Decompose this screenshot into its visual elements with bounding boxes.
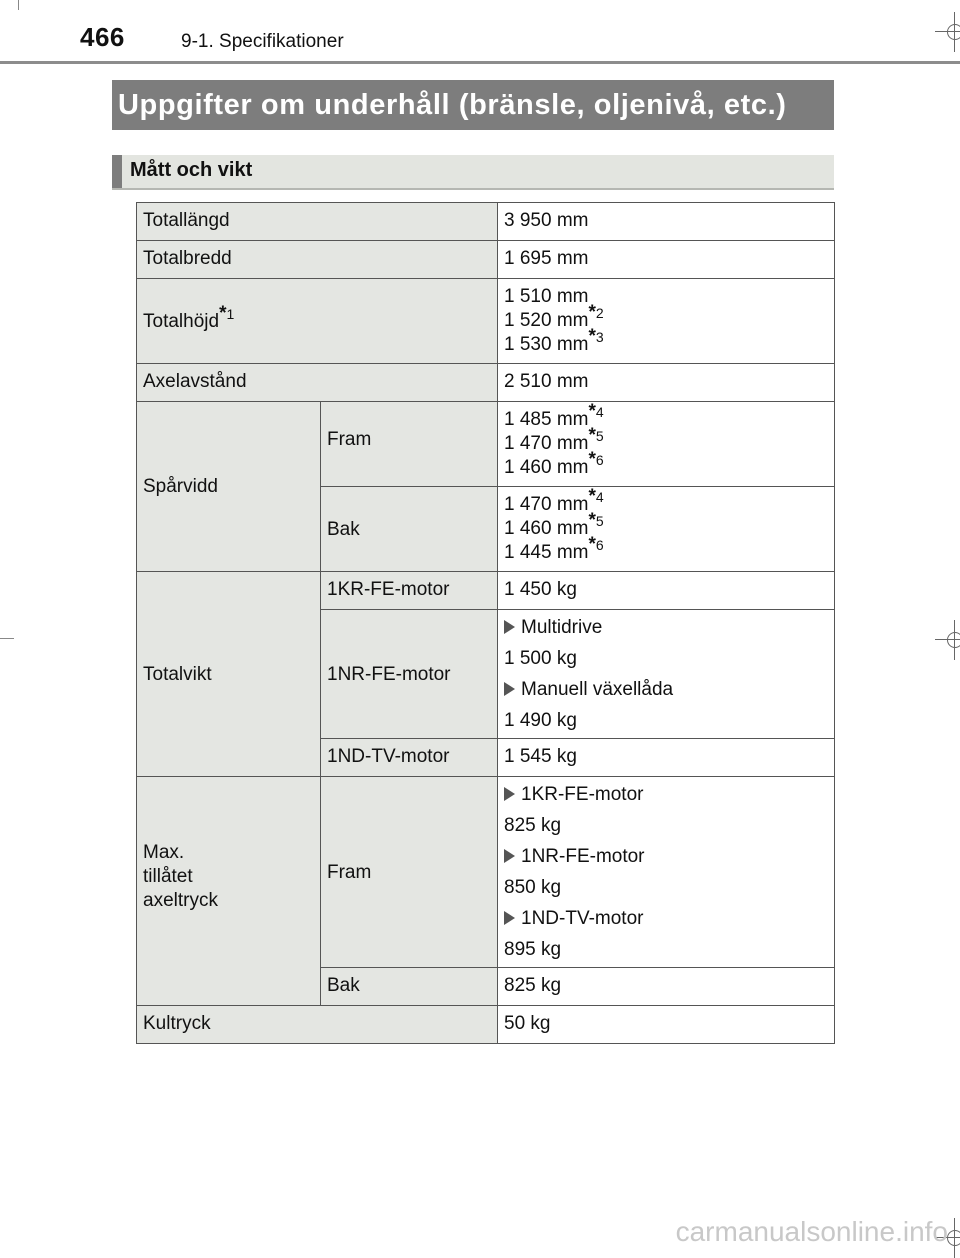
crop-mark — [0, 638, 14, 639]
option-value: 1 490 kg — [504, 710, 577, 731]
row-value: 1 545 kg — [498, 739, 835, 777]
row-value: 1 450 kg — [498, 572, 835, 610]
footnote-marker: *6 — [588, 534, 604, 555]
table-row — [137, 279, 835, 364]
section-label: 9-1. Specifikationer — [181, 31, 344, 52]
option-heading: 1NR-FE-motor — [504, 845, 828, 869]
table-row — [137, 241, 835, 279]
option-value: 895 kg — [504, 939, 562, 960]
value-line: 1 485 $mm^{*4}$ — [504, 401, 604, 430]
row-value — [498, 610, 835, 739]
subsection-title: Mått och vikt — [130, 159, 253, 181]
subsection-heading — [112, 155, 834, 190]
footnote-marker: *2 — [588, 302, 604, 323]
row-label: Kultryck — [137, 1006, 498, 1044]
watermark: carmanualsonline.info — [675, 1216, 948, 1247]
row-label: Spårvidd — [137, 402, 321, 572]
header-divider — [0, 61, 960, 64]
triangle-bullet-icon — [504, 849, 515, 863]
triangle-bullet-icon — [504, 787, 515, 801]
row-value: 1 695 mm — [498, 241, 835, 279]
sub-label: 1ND-TV-motor — [321, 739, 498, 777]
row-label: Axelavstånd — [137, 364, 498, 402]
footnote-marker: *4 — [588, 401, 604, 422]
specifications-table — [136, 202, 835, 1044]
sub-label: 1NR-FE-motor — [321, 610, 498, 739]
row-value — [498, 777, 835, 968]
table-row — [137, 364, 835, 402]
page-title: Uppgifter om underhåll (bränsle, oljenivå, etc.) — [112, 80, 834, 130]
table-row — [137, 402, 835, 487]
footnote-marker: *3 — [588, 326, 604, 347]
table-row — [137, 777, 835, 968]
footnote-marker: *6 — [588, 449, 604, 470]
crop-mark — [18, 0, 19, 10]
sub-label: 1KR-FE-motor — [321, 572, 498, 610]
option-heading: 1ND-TV-motor — [504, 907, 828, 931]
option-heading: 1KR-FE-motor — [504, 783, 828, 807]
value-line: 1 470 $mm^{*4}$ — [504, 486, 604, 515]
option-heading: Manuell växellåda — [504, 678, 828, 702]
sub-label: Bak — [321, 968, 498, 1006]
row-value: 2 510 mm — [498, 364, 835, 402]
row-value: 3 950 mm — [498, 203, 835, 241]
row-label: Totalvikt — [137, 572, 321, 777]
sub-label: Bak — [321, 487, 498, 572]
option-value: 850 kg — [504, 877, 562, 898]
triangle-bullet-icon — [504, 911, 515, 925]
row-value — [498, 402, 835, 487]
table-row — [137, 1006, 835, 1044]
registration-mark-icon — [935, 620, 960, 660]
subsection-bar — [112, 155, 122, 188]
sub-label: Fram — [321, 777, 498, 968]
value-line: 1 520 $mm^{*2}$ — [504, 302, 604, 331]
option-value: 1 500 kg — [504, 648, 577, 669]
triangle-bullet-icon — [504, 620, 515, 634]
triangle-bullet-icon — [504, 682, 515, 696]
row-value — [498, 279, 835, 364]
sub-label: Fram — [321, 402, 498, 487]
row-label: Totalbredd — [137, 241, 498, 279]
table-row — [137, 572, 835, 610]
value-line: 1 460 $mm^{*6}$ — [504, 449, 604, 478]
label-text: Totalhöjd — [143, 310, 220, 332]
footnote-marker: *5 — [588, 510, 604, 531]
option-heading: Multidrive — [504, 616, 828, 640]
row-label — [137, 279, 498, 364]
registration-mark-icon — [935, 12, 960, 52]
row-value: 825 kg — [498, 968, 835, 1006]
value-line: 1 470 $mm^{*5}$ — [504, 425, 604, 454]
option-value: 825 kg — [504, 815, 562, 836]
row-value: 50 kg — [498, 1006, 835, 1044]
value-line: 1 530 $mm^{*3}$ — [504, 326, 604, 355]
page-number: 466 — [80, 22, 125, 52]
value-line: 1 445 $mm^{*6}$ — [504, 534, 604, 563]
footnote-marker: *1 — [219, 302, 235, 324]
row-label: Totallängd — [137, 203, 498, 241]
footnote-marker: *5 — [588, 425, 604, 446]
value-line: 1 510 mm — [504, 286, 589, 307]
row-value — [498, 487, 835, 572]
table-row — [137, 203, 835, 241]
row-label: Max. tillåtet axeltryck — [137, 777, 321, 1006]
footnote-marker: *4 — [588, 486, 604, 507]
value-line: 1 460 $mm^{*5}$ — [504, 510, 604, 539]
